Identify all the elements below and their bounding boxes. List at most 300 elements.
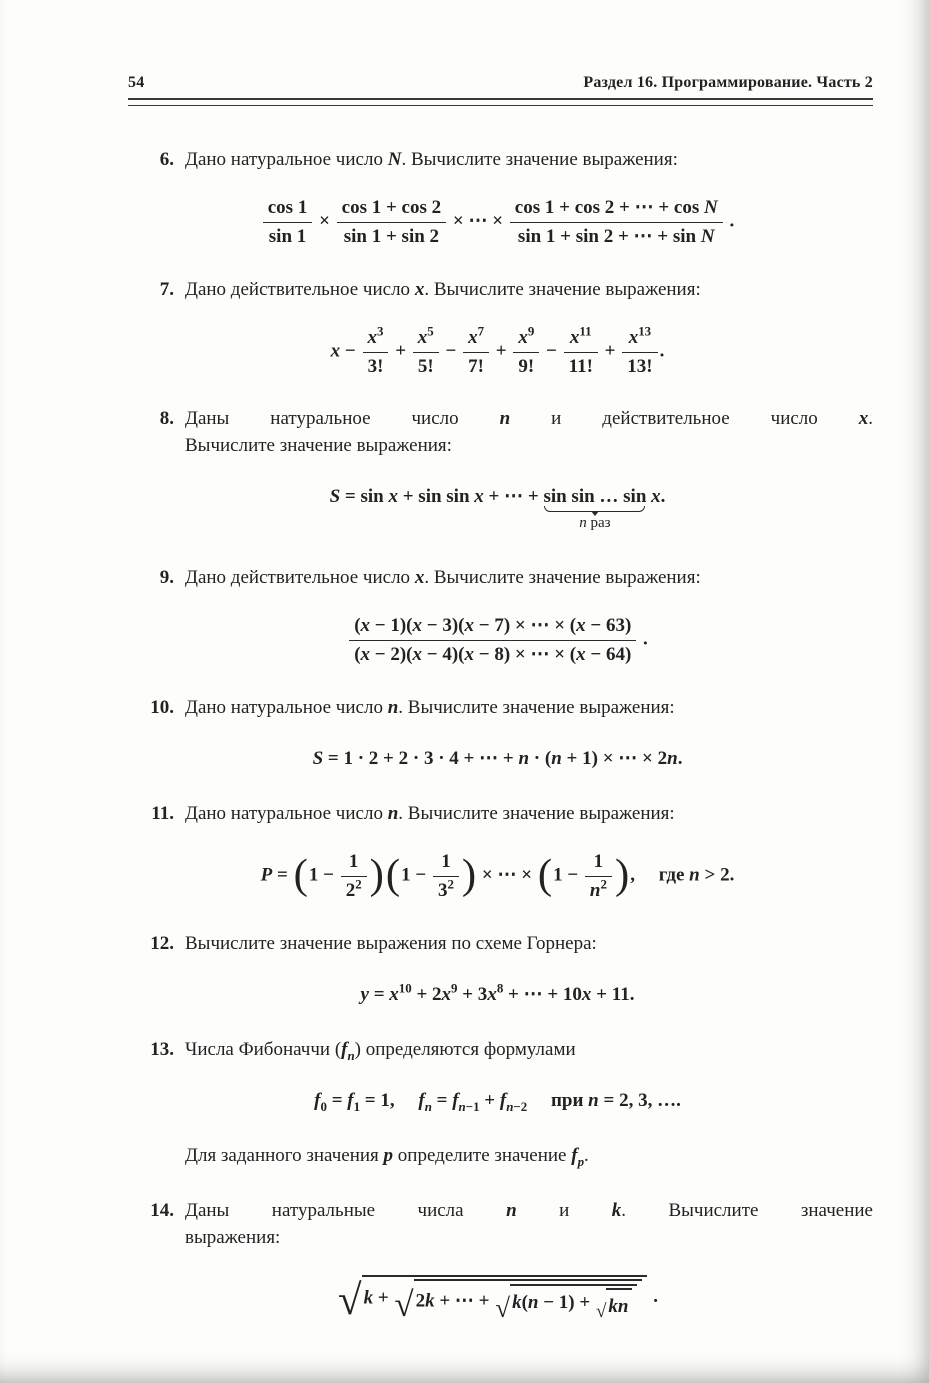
subscript	[347, 1048, 354, 1063]
math-text: − 1)(	[370, 615, 413, 637]
math-var: k	[512, 1292, 522, 1314]
math-text: .	[584, 1144, 589, 1166]
math-text: Дано натуральное число	[185, 697, 388, 719]
math-text: .	[724, 210, 735, 232]
math-text: 5!	[417, 355, 434, 377]
math-text: 1	[593, 851, 604, 873]
radicand	[606, 1288, 632, 1320]
fraction	[341, 851, 367, 902]
math-text: · (	[529, 748, 552, 770]
math-var: f	[418, 1089, 425, 1111]
power	[518, 323, 535, 348]
math-var: f	[452, 1089, 459, 1111]
math-text: 1 −	[401, 864, 431, 886]
problem-number: 12.	[150, 932, 174, 954]
math-var: x	[360, 644, 371, 666]
math-text: cos 1 + cos 2	[341, 197, 442, 218]
math-text: − 3)(	[422, 615, 465, 637]
problem-text	[185, 405, 873, 459]
numerator	[433, 851, 459, 876]
problem-6	[128, 146, 873, 173]
numerator	[413, 323, 439, 352]
numerator	[349, 615, 636, 640]
radical-sign: √	[338, 1277, 362, 1325]
denominator	[622, 352, 657, 378]
denominator	[413, 352, 439, 378]
exponent	[355, 877, 361, 892]
math-var: f	[347, 1089, 354, 1111]
math-text: 1 −	[553, 864, 583, 886]
math-text: × ⋯ ×	[448, 210, 508, 232]
exponent	[638, 323, 651, 338]
math-text: sin 1 + sin 2	[343, 225, 440, 247]
math-text: 8	[496, 980, 504, 996]
power	[589, 876, 607, 901]
math-text: ) определяются формулами	[354, 1038, 576, 1060]
subscript	[425, 1099, 432, 1114]
big-paren: )	[369, 851, 384, 899]
power	[367, 323, 384, 348]
subscripted	[452, 1089, 480, 1114]
math-text: +	[390, 340, 411, 362]
math-text: (	[354, 615, 361, 637]
math-text: Для заданного значения	[185, 1144, 384, 1166]
radicand	[362, 1275, 648, 1325]
math-var: x	[518, 326, 528, 348]
math-var: x	[487, 983, 497, 1005]
math-text: 3	[377, 323, 384, 339]
fraction	[349, 615, 636, 666]
math-text: , где	[630, 864, 690, 886]
math-text: 1	[353, 1098, 361, 1114]
numerator	[564, 323, 598, 352]
math-text: .	[659, 340, 665, 362]
denominator	[337, 222, 446, 248]
problem-9	[128, 564, 873, 591]
formula-7	[128, 323, 867, 378]
math-var: N	[704, 197, 718, 218]
math-text: − 8) × ⋯ × (	[474, 644, 577, 666]
fraction	[463, 323, 489, 378]
text-line	[185, 405, 873, 432]
math-var: n	[579, 515, 587, 532]
problem-text	[185, 1197, 873, 1251]
math-var: k	[611, 1199, 622, 1221]
underbrace-content	[543, 486, 646, 507]
problem-text	[185, 276, 873, 303]
exponent	[399, 980, 412, 995]
math-var: x	[581, 983, 592, 1005]
text-line	[185, 276, 873, 303]
math-var: p	[577, 1153, 585, 1169]
formula-9	[128, 615, 867, 666]
math-var: n	[588, 1089, 599, 1111]
text-line	[185, 564, 873, 591]
math-text: Дано натуральное число	[185, 803, 388, 825]
math-text: . Вычислите значение выражения:	[424, 567, 701, 589]
math-var: f	[341, 1038, 348, 1060]
math-text: и действительное число	[510, 408, 859, 430]
math-text: + ⋯ +	[434, 1290, 495, 1312]
math-text: 3!	[367, 355, 384, 377]
math-var: p	[383, 1144, 394, 1166]
math-text: cos 1 + cos 2 + ⋯ + cos	[514, 197, 705, 218]
power	[569, 323, 592, 348]
math-var: n	[424, 1098, 432, 1114]
math-text: .	[677, 748, 683, 770]
subscript	[506, 1099, 527, 1114]
big-paren: )	[461, 851, 477, 899]
math-text: sin 1	[268, 225, 307, 247]
problem-text	[185, 694, 873, 721]
big-paren: (	[385, 851, 401, 899]
math-var: n	[458, 1098, 466, 1114]
math-var: x	[464, 644, 474, 666]
formula-13	[128, 1087, 867, 1114]
math-var: x	[389, 983, 399, 1005]
numerator	[622, 323, 657, 352]
exponent	[528, 323, 534, 338]
math-text: 2	[600, 876, 607, 892]
math-text: ×	[314, 210, 335, 232]
problem-text	[185, 564, 873, 591]
math-var: n	[506, 1199, 517, 1221]
numerator	[463, 323, 489, 352]
math-var: x	[412, 615, 423, 637]
math-text: . Вычислите значение выражения:	[398, 803, 675, 825]
exponent	[427, 323, 433, 338]
math-text: 2	[415, 1290, 426, 1312]
math-text: 1 −	[308, 864, 339, 886]
radical-sign: √	[394, 1285, 414, 1325]
denominator	[585, 876, 612, 902]
subscripted	[347, 1089, 361, 1114]
exponent	[579, 323, 591, 338]
problem-number: 14.	[150, 1199, 174, 1221]
problem-number: 10.	[150, 697, 174, 719]
radicand	[414, 1279, 643, 1323]
math-text: .	[660, 486, 666, 508]
math-text: > 2.	[699, 864, 735, 886]
math-text: + sin sin	[397, 486, 475, 508]
math-text: =	[326, 1089, 348, 1111]
power	[441, 980, 458, 1005]
exponent	[600, 877, 606, 892]
math-var: x	[360, 615, 371, 637]
math-var: P	[260, 864, 273, 886]
denominator	[363, 352, 389, 378]
math-var: N	[700, 225, 715, 247]
power	[417, 323, 434, 348]
fraction	[510, 197, 723, 248]
exponent	[377, 323, 383, 338]
math-text: × ⋯ ×	[477, 864, 537, 886]
math-var: x	[417, 326, 428, 348]
problem-number	[128, 1142, 185, 1169]
radical-sign: √	[595, 1300, 607, 1322]
math-text: −	[440, 340, 462, 362]
problem-14	[128, 1197, 873, 1251]
math-var: S	[312, 748, 324, 770]
text-line	[185, 930, 873, 957]
math-text: Числа Фибоначчи (	[185, 1038, 342, 1060]
numerator	[363, 323, 389, 352]
math-text: Дано действительное число	[185, 278, 415, 300]
denominator	[513, 352, 539, 378]
math-var: n	[506, 1098, 514, 1114]
sqrt	[338, 1275, 647, 1325]
problem-number: 11.	[151, 803, 174, 825]
denominator	[349, 640, 636, 666]
math-text: +	[491, 340, 512, 362]
underbrace-group	[543, 483, 647, 532]
text-line	[185, 1036, 873, 1063]
sqrt	[596, 1288, 633, 1320]
math-text: 7!	[468, 355, 484, 377]
subscript	[459, 1099, 480, 1114]
math-var: x	[414, 278, 425, 300]
math-text: раз	[586, 515, 611, 532]
math-text: Вычислите значение выражения по схеме Горнера:	[185, 932, 597, 954]
math-var: x	[441, 983, 452, 1005]
big-paren: (	[293, 851, 308, 899]
formula-11	[128, 851, 867, 902]
exponent	[447, 877, 453, 892]
denominator	[463, 352, 489, 378]
math-text: + 3	[457, 983, 488, 1005]
text-line	[185, 1224, 873, 1251]
math-text: +	[599, 340, 621, 362]
math-text: определите значение	[393, 1144, 572, 1166]
problem-number: 8.	[159, 408, 174, 430]
math-text: (	[521, 1292, 528, 1314]
math-text: −2	[513, 1098, 528, 1114]
math-text: = 1,	[360, 1089, 419, 1111]
math-text: 1	[348, 851, 359, 873]
math-text: = 2, 3, ….	[598, 1089, 681, 1111]
math-text: . Вычислите значение выражения:	[424, 278, 701, 300]
math-text: . Вычислите значение выражения:	[401, 149, 678, 170]
page-number: 54	[128, 74, 145, 91]
math-text: cos 1	[267, 197, 308, 218]
math-text: 9	[451, 980, 458, 996]
problem-text	[185, 930, 873, 957]
math-var: n	[589, 879, 601, 901]
math-text: 2	[345, 879, 356, 901]
numerator	[513, 323, 539, 352]
text-line	[185, 432, 873, 459]
problem-number: 7.	[159, 278, 174, 300]
math-text: 0	[320, 1098, 327, 1114]
power	[628, 323, 652, 348]
math-var: f	[571, 1144, 578, 1166]
running-header: Раздел 16. Программирование. Часть 2	[583, 74, 873, 91]
math-text: . Вычислите значение	[621, 1199, 873, 1221]
math-var: n	[499, 408, 511, 430]
math-text: − 63)	[585, 615, 632, 637]
math-var: f	[314, 1089, 321, 1111]
math-var: x	[330, 340, 341, 362]
math-text: 13	[638, 323, 652, 339]
math-var: n	[617, 1295, 629, 1317]
math-text: 1	[441, 851, 451, 873]
problem-13	[128, 1036, 873, 1063]
problem-text	[185, 800, 873, 827]
math-text: при	[527, 1089, 589, 1111]
math-text: 13!	[627, 355, 653, 377]
math-text: + 1) × ⋯ × 2	[561, 748, 668, 770]
problem-text	[185, 146, 873, 173]
sqrt	[394, 1279, 642, 1325]
math-text: Дано действительное число	[185, 567, 415, 589]
problem-number: 9.	[159, 567, 174, 589]
math-text: − 64)	[585, 644, 632, 666]
math-text: и	[516, 1199, 612, 1221]
math-text: +	[479, 1089, 500, 1111]
radical-sign: √	[495, 1292, 511, 1323]
math-text: Вычислите значение выражения:	[185, 435, 452, 457]
text-line	[185, 800, 873, 827]
math-text: +	[373, 1287, 394, 1309]
math-text: (	[354, 644, 361, 666]
page-header	[128, 74, 873, 92]
math-var: k	[608, 1295, 618, 1317]
math-var: n	[527, 1292, 539, 1314]
math-text: 11!	[568, 355, 593, 377]
sqrt	[495, 1284, 637, 1323]
denominator	[341, 876, 367, 902]
math-text: 5	[427, 323, 434, 339]
math-var: x	[576, 644, 586, 666]
math-text: −	[340, 340, 361, 362]
math-var: k	[363, 1287, 374, 1309]
subscripted	[418, 1089, 432, 1114]
power	[437, 876, 454, 901]
math-text: =	[368, 983, 390, 1005]
math-text: Даны натуральные числа	[185, 1199, 507, 1221]
math-text: . Вычислите значение выражения:	[398, 697, 675, 719]
math-var: x	[628, 326, 639, 348]
text-line	[185, 1142, 873, 1169]
math-var: x	[412, 644, 423, 666]
math-var: n	[518, 748, 530, 770]
math-var: f	[499, 1089, 507, 1111]
math-var: n	[689, 864, 700, 886]
problem-12	[128, 930, 873, 957]
math-text: .	[638, 629, 648, 651]
text-line	[185, 146, 873, 173]
fraction	[564, 323, 598, 378]
math-text: 7	[477, 323, 485, 339]
text-line	[185, 694, 873, 721]
denominator	[510, 222, 723, 248]
numerator	[263, 197, 313, 222]
subscripted	[499, 1089, 528, 1114]
formula-14	[128, 1275, 867, 1325]
fraction	[337, 197, 446, 248]
problem-text	[185, 1036, 873, 1063]
math-text: 9!	[518, 355, 535, 377]
math-text: 2	[355, 876, 362, 892]
fraction	[363, 323, 389, 378]
math-text: + ⋯ + 10	[503, 983, 582, 1005]
power	[487, 980, 504, 1005]
math-var: x	[651, 486, 661, 508]
math-text: 9	[527, 323, 535, 339]
math-text: + 11.	[591, 983, 635, 1005]
underbrace-label	[543, 515, 646, 532]
fraction	[263, 197, 313, 248]
fraction	[585, 851, 612, 902]
math-var: x	[464, 615, 474, 637]
power	[389, 980, 412, 1005]
power	[468, 323, 485, 348]
math-text: − 2)(	[370, 644, 413, 666]
math-var: x	[367, 326, 377, 348]
denominator	[564, 352, 598, 378]
math-var: x	[576, 615, 586, 637]
math-text: =	[431, 1089, 453, 1111]
numerator	[341, 851, 367, 876]
formula-6	[128, 197, 867, 248]
formula-12	[128, 981, 867, 1008]
math-text: Даны натуральное число	[185, 408, 500, 430]
denominator	[263, 222, 313, 248]
math-text: .	[868, 408, 873, 430]
math-text: sin sin … sin	[543, 486, 647, 508]
text-line	[185, 1197, 873, 1224]
math-var: x	[414, 567, 425, 589]
math-text: 10	[398, 980, 412, 996]
big-paren: )	[614, 851, 630, 899]
problem-text	[185, 1142, 873, 1169]
power	[345, 876, 362, 901]
math-text: − 4)(	[422, 644, 465, 666]
math-var: y	[360, 983, 369, 1005]
math-text: =	[272, 864, 293, 886]
denominator	[433, 876, 459, 902]
problem-7	[128, 276, 873, 303]
problem-number: 6.	[159, 149, 174, 170]
math-var: n	[667, 748, 678, 770]
subscripted	[314, 1089, 327, 1114]
formula-8	[128, 483, 867, 532]
numerator	[510, 197, 723, 222]
big-paren: (	[537, 851, 553, 899]
subscripted	[341, 1038, 355, 1063]
math-var: n	[387, 803, 399, 825]
exponent	[478, 323, 484, 338]
fraction	[433, 851, 459, 902]
math-text: выражения:	[185, 1226, 281, 1248]
problem-10	[128, 694, 873, 721]
math-text: 11	[579, 323, 592, 339]
numerator	[337, 197, 446, 222]
fraction	[413, 323, 439, 378]
math-text: − 1) +	[538, 1292, 595, 1314]
fraction	[513, 323, 539, 378]
math-text: + 2	[411, 983, 442, 1005]
problem-number: 13.	[150, 1038, 174, 1060]
math-text: .	[648, 1285, 658, 1307]
problem-13b	[128, 1142, 873, 1169]
underbrace	[544, 506, 645, 512]
math-text: −	[541, 340, 562, 362]
radicand	[510, 1284, 637, 1320]
numerator	[585, 851, 612, 876]
math-var: x	[858, 408, 869, 430]
math-text: 3	[437, 879, 448, 901]
